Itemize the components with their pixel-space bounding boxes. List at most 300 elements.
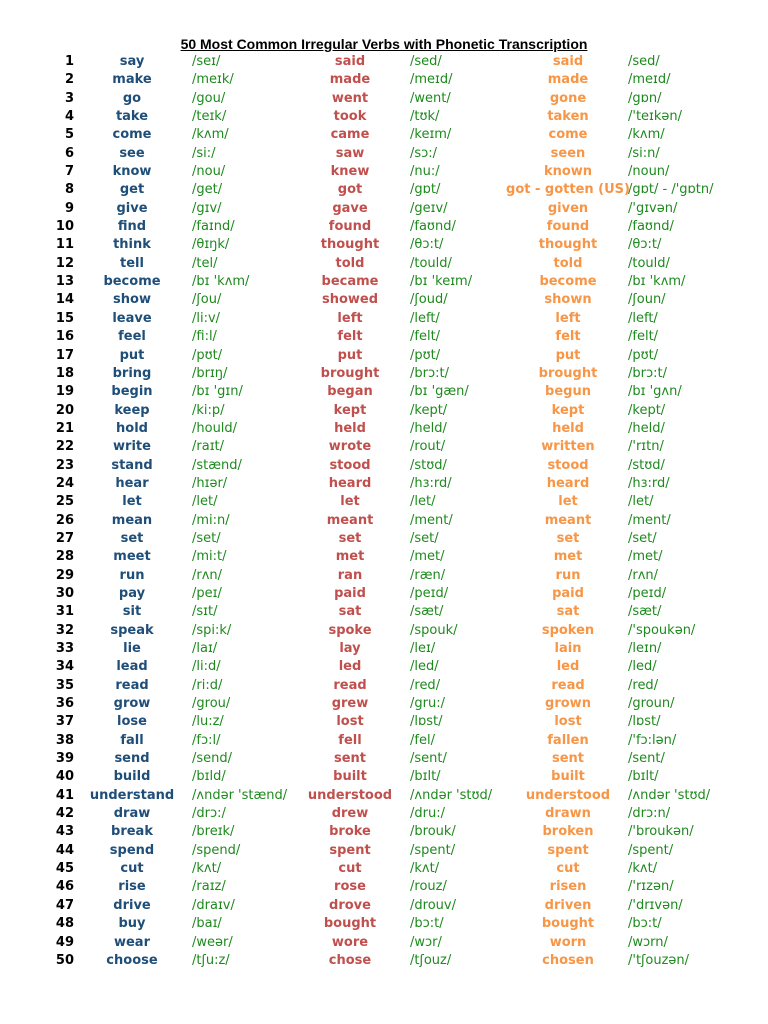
past-participle-phonetic: /rʌn/ [628, 567, 659, 583]
table-row [0, 310, 768, 328]
past-participle: seen [550, 145, 586, 161]
past-participle-phonetic: /bɪlt/ [628, 769, 659, 785]
page-title-text: 50 Most Common Irregular Verbs with Phonetic Transcription [180, 36, 588, 52]
row-number: 48 [55, 916, 74, 932]
row-number: 14 [55, 292, 74, 308]
past-simple-phonetic: /brouk/ [410, 824, 456, 840]
table-row [0, 457, 768, 475]
base-form-phonetic: /ri:d/ [192, 677, 223, 693]
table-row [0, 860, 768, 878]
past-participle-phonetic: /peɪd/ [628, 585, 667, 601]
row-number: 10 [55, 219, 74, 235]
past-participle: made [547, 72, 589, 88]
past-participle: spent [547, 842, 589, 858]
row-number: 32 [55, 622, 74, 638]
past-simple-phonetic: /sæt/ [410, 604, 444, 620]
row-number: 13 [55, 274, 74, 290]
past-participle-phonetic: /kʌm/ [628, 127, 665, 143]
base-form: take [115, 109, 149, 125]
base-form: know [112, 164, 152, 180]
past-simple-phonetic: /ʌndər 'stʊd/ [410, 787, 493, 803]
base-form: begin [111, 384, 153, 400]
row-number: 46 [55, 879, 74, 895]
row-number: 28 [55, 549, 74, 565]
table-row [0, 145, 768, 163]
table-row [0, 163, 768, 181]
past-participle: led [556, 659, 580, 675]
past-participle: brought [538, 365, 598, 381]
row-number: 38 [55, 732, 74, 748]
past-participle-phonetic: /felt/ [628, 329, 659, 345]
base-form: drive [113, 897, 151, 913]
table-row [0, 108, 768, 126]
past-simple: broke [329, 824, 371, 840]
past-participle-phonetic: /pʊt/ [628, 347, 659, 363]
past-simple-phonetic: /rout/ [410, 439, 446, 455]
past-simple: sat [338, 604, 362, 620]
base-form-phonetic: /draɪv/ [192, 897, 235, 913]
past-simple: meant [326, 512, 374, 528]
base-form: lie [123, 641, 141, 656]
base-form: let [122, 494, 142, 510]
table-row [0, 713, 768, 731]
past-simple-phonetic: /pʊt/ [410, 347, 441, 363]
row-number: 19 [55, 384, 74, 400]
row-number: 3 [64, 90, 74, 106]
base-form: think [113, 237, 151, 253]
table-row [0, 53, 768, 71]
past-participle: sat [556, 604, 580, 620]
past-simple-phonetic: /θɔ:t/ [410, 237, 444, 253]
past-simple: led [338, 659, 362, 675]
past-simple: cut [338, 861, 362, 877]
base-form: come [112, 127, 152, 143]
past-simple-phonetic: /bɪ 'keɪm/ [410, 274, 473, 290]
base-form-phonetic: /hɪər/ [192, 475, 228, 491]
base-form: draw [113, 806, 151, 822]
past-simple-phonetic: /rouz/ [410, 879, 447, 895]
table-row [0, 126, 768, 144]
base-form-phonetic: /hould/ [192, 420, 238, 436]
past-simple: spent [329, 842, 371, 858]
past-participle-phonetic: /'broukən/ [628, 824, 694, 840]
base-form-phonetic: /raɪt/ [192, 439, 224, 455]
row-number: 41 [55, 787, 74, 803]
base-form: meet [113, 549, 151, 565]
past-simple: took [333, 109, 367, 125]
base-form-phonetic: /spi:k/ [192, 622, 232, 638]
table-row [0, 291, 768, 309]
past-participle-phonetic: /kʌt/ [628, 861, 658, 877]
base-form-phonetic: /breɪk/ [192, 824, 235, 840]
past-participle-phonetic: /bɪ 'kʌm/ [628, 274, 686, 290]
past-simple-phonetic: /bɪ 'gæn/ [410, 384, 469, 400]
past-participle: bought [541, 916, 595, 932]
table-row [0, 493, 768, 511]
base-form: set [120, 530, 144, 546]
past-simple-phonetic: /ræn/ [410, 567, 446, 583]
past-participle: shown [544, 292, 592, 308]
past-simple: met [335, 549, 365, 565]
past-participle: told [553, 255, 583, 271]
past-participle-phonetic: /'teɪkən/ [628, 109, 683, 125]
past-participle: spoken [541, 622, 595, 638]
past-participle: known [543, 164, 593, 180]
table-row [0, 640, 768, 658]
base-form-phonetic: /meɪk/ [192, 72, 234, 88]
past-simple: bought [323, 916, 377, 932]
past-simple-phonetic: /faʊnd/ [410, 219, 456, 235]
base-form: build [113, 769, 151, 785]
table-row [0, 402, 768, 420]
past-participle-phonetic: /'fɔ:lən/ [628, 732, 677, 748]
past-participle: understood [525, 787, 611, 803]
past-simple: fell [338, 732, 362, 748]
past-participle: worn [549, 934, 587, 950]
table-row [0, 90, 768, 108]
table-row [0, 438, 768, 456]
base-form-phonetic: /nou/ [192, 164, 226, 180]
table-row [0, 585, 768, 603]
row-number: 22 [55, 439, 74, 455]
past-simple-phonetic: /kʌt/ [410, 861, 440, 877]
past-participle: paid [552, 585, 584, 601]
past-simple-phonetic: /brɔ:t/ [410, 365, 449, 381]
base-form-phonetic: /fi:l/ [192, 329, 217, 345]
past-simple-phonetic: /ment/ [410, 512, 453, 528]
past-simple-phonetic: /sent/ [410, 751, 447, 767]
row-number: 1 [64, 54, 74, 69]
base-form: say [119, 54, 145, 69]
past-participle: sent [551, 751, 585, 767]
past-participle-phonetic: /bɔ:t/ [628, 916, 662, 932]
past-simple-phonetic: /stʊd/ [410, 457, 447, 473]
past-simple: kept [333, 402, 367, 418]
base-form: leave [112, 310, 152, 326]
table-row [0, 787, 768, 805]
base-form-phonetic: /bɪ 'gɪn/ [192, 384, 243, 400]
past-participle: given [547, 200, 589, 216]
table-row [0, 347, 768, 365]
base-form-phonetic: /tel/ [192, 255, 218, 271]
base-form-phonetic: /brɪŋ/ [192, 365, 228, 381]
base-form: sit [122, 604, 142, 620]
past-participle: begun [545, 384, 591, 400]
past-participle-phonetic: /bɪ 'gʌn/ [628, 384, 682, 400]
page-title [0, 35, 768, 53]
base-form-phonetic: /send/ [192, 751, 233, 767]
base-form-phonetic: /raɪz/ [192, 879, 226, 895]
past-simple: wrote [328, 439, 372, 455]
table-row [0, 420, 768, 438]
base-form-phonetic: /li:v/ [192, 310, 221, 326]
base-form: run [119, 567, 145, 583]
past-participle-phonetic: /wɔrn/ [628, 934, 668, 950]
row-number: 45 [55, 861, 74, 877]
past-participle: let [558, 494, 578, 510]
past-participle: met [553, 549, 583, 565]
past-participle: set [556, 530, 580, 546]
base-form-phonetic: /lu:z/ [192, 714, 224, 730]
past-simple: spoke [328, 622, 372, 638]
past-simple: rose [334, 879, 366, 895]
base-form-phonetic: /rʌn/ [192, 567, 223, 583]
past-simple-phonetic: /tʃouz/ [410, 952, 452, 968]
base-form: spend [109, 842, 155, 858]
table-row [0, 897, 768, 915]
base-form: give [116, 200, 148, 216]
row-number: 24 [55, 475, 74, 491]
past-participle: drawn [545, 806, 591, 822]
row-number: 9 [64, 200, 74, 216]
past-simple: showed [321, 292, 379, 308]
base-form-phonetic: /kʌm/ [192, 127, 229, 143]
base-form: tell [120, 255, 144, 271]
past-simple: paid [334, 585, 366, 601]
past-participle-phonetic: /'drɪvən/ [628, 897, 683, 913]
base-form-phonetic: /laɪ/ [192, 641, 218, 656]
table-row [0, 236, 768, 254]
past-simple: built [333, 769, 367, 785]
row-number: 49 [55, 934, 74, 950]
past-participle: held [552, 420, 584, 436]
past-participle-phonetic: /θɔ:t/ [628, 237, 662, 253]
row-number: 30 [55, 585, 74, 601]
past-participle-phonetic: /'rɪtn/ [628, 439, 664, 455]
past-simple-phonetic: /bɔ:t/ [410, 916, 444, 932]
past-participle-phonetic: /led/ [628, 659, 657, 675]
past-simple: lost [336, 714, 364, 730]
past-participle-phonetic: /brɔ:t/ [628, 365, 667, 381]
base-form-phonetic: /ʌndər 'stænd/ [192, 787, 288, 803]
past-simple: said [334, 54, 366, 69]
past-participle: chosen [542, 952, 594, 968]
past-simple-phonetic: /kept/ [410, 402, 448, 418]
table-row [0, 768, 768, 786]
past-participle-phonetic: /'gɪvən/ [628, 200, 678, 216]
past-simple-phonetic: /drouv/ [410, 897, 456, 913]
past-simple: got [337, 182, 363, 198]
past-participle-phonetic: /faʊnd/ [628, 219, 674, 235]
past-simple-phonetic: /felt/ [410, 329, 441, 345]
base-form-phonetic: /θɪŋk/ [192, 237, 230, 253]
past-participle: gone [549, 90, 587, 106]
past-simple-phonetic: /tould/ [410, 255, 452, 271]
table-row [0, 750, 768, 768]
past-simple: grew [331, 696, 369, 712]
past-simple-phonetic: /sɔ:/ [410, 145, 438, 161]
past-participle: lost [554, 714, 582, 730]
past-participle-phonetic: /let/ [628, 494, 654, 510]
table-row [0, 823, 768, 841]
past-simple: began [327, 384, 373, 400]
base-form-phonetic: /si:/ [192, 145, 216, 161]
row-number: 25 [55, 494, 74, 510]
table-row [0, 548, 768, 566]
row-number: 44 [55, 842, 74, 858]
past-participle-phonetic: /sent/ [628, 751, 665, 767]
base-form-phonetic: /ʃou/ [192, 292, 222, 308]
table-row [0, 365, 768, 383]
past-participle-phonetic: /hɜ:rd/ [628, 475, 670, 491]
past-participle-phonetic: /sæt/ [628, 604, 662, 620]
past-participle: grown [545, 696, 591, 712]
base-form-phonetic: /sɪt/ [192, 604, 218, 620]
table-row [0, 622, 768, 640]
past-simple-phonetic: /met/ [410, 549, 445, 565]
past-participle-phonetic: /ʌndər 'stʊd/ [628, 787, 711, 803]
past-simple-phonetic: /spent/ [410, 842, 456, 858]
past-simple-phonetic: /fel/ [410, 732, 435, 748]
past-participle: heard [546, 475, 590, 491]
table-row [0, 530, 768, 548]
past-participle: built [551, 769, 585, 785]
base-form: read [115, 677, 149, 693]
base-form-phonetic: /get/ [192, 182, 223, 198]
past-participle: broken [542, 824, 594, 840]
past-participle-phonetic: /noun/ [628, 164, 670, 180]
base-form-phonetic: /kʌt/ [192, 861, 222, 877]
base-form-phonetic: /gɪv/ [192, 200, 222, 216]
past-simple-phonetic: /left/ [410, 310, 440, 326]
past-simple: ran [337, 567, 363, 583]
past-participle: left [555, 310, 581, 326]
row-number: 4 [64, 109, 74, 125]
past-participle-phonetic: /kept/ [628, 402, 666, 418]
base-form: go [122, 90, 142, 106]
base-form-phonetic: /pʊt/ [192, 347, 223, 363]
past-participle: thought [538, 237, 598, 253]
past-participle-phonetic: /gɒn/ [628, 90, 662, 106]
base-form: write [113, 439, 151, 455]
past-simple: felt [337, 329, 363, 345]
base-form: grow [113, 696, 151, 712]
row-number: 18 [55, 365, 74, 381]
row-number: 16 [55, 329, 74, 345]
base-form: rise [118, 879, 146, 895]
past-simple-phonetic: /led/ [410, 659, 439, 675]
base-form: feel [118, 329, 146, 345]
base-form: wear [113, 934, 150, 950]
row-number: 21 [55, 420, 74, 436]
row-number: 12 [55, 255, 74, 271]
base-form-phonetic: /weər/ [192, 934, 233, 950]
past-simple: held [334, 420, 366, 436]
table-row [0, 805, 768, 823]
past-simple-phonetic: /meɪd/ [410, 72, 453, 88]
table-row [0, 878, 768, 896]
past-simple-phonetic: /held/ [410, 420, 447, 436]
base-form: become [103, 274, 161, 290]
table-row [0, 383, 768, 401]
past-participle: fallen [547, 732, 589, 748]
table-row [0, 181, 768, 199]
base-form: get [119, 182, 145, 198]
past-simple: went [331, 90, 369, 106]
base-form-phonetic: /drɔ:/ [192, 806, 226, 822]
past-participle-phonetic: /held/ [628, 420, 665, 436]
past-participle: kept [551, 402, 585, 418]
base-form: fall [120, 732, 144, 748]
row-number: 20 [55, 402, 74, 418]
past-participle-phonetic: /set/ [628, 530, 657, 546]
table-row [0, 658, 768, 676]
past-simple: saw [335, 145, 365, 161]
past-participle: stood [547, 457, 589, 473]
past-simple: found [328, 219, 372, 235]
row-number: 36 [55, 696, 74, 712]
row-number: 26 [55, 512, 74, 528]
row-number: 42 [55, 806, 74, 822]
base-form: choose [106, 952, 158, 968]
table-row [0, 512, 768, 530]
past-participle-phonetic: /sed/ [628, 54, 660, 69]
row-number: 35 [55, 677, 74, 693]
past-simple-phonetic: /gɒt/ [410, 182, 441, 198]
past-participle: cut [556, 861, 580, 877]
past-participle: put [555, 347, 581, 363]
table-row [0, 842, 768, 860]
base-form-phonetic: /faɪnd/ [192, 219, 235, 235]
past-simple-phonetic: /ʃoud/ [410, 292, 448, 308]
past-participle-phonetic: /ʃoun/ [628, 292, 666, 308]
past-simple-phonetic: /geɪv/ [410, 200, 448, 216]
past-simple: wore [331, 934, 369, 950]
past-simple: chose [328, 952, 372, 968]
past-simple-phonetic: /bɪlt/ [410, 769, 441, 785]
base-form: mean [111, 512, 153, 528]
row-number: 50 [55, 952, 74, 968]
past-simple: read [333, 677, 367, 693]
past-simple-phonetic: /sed/ [410, 54, 442, 69]
past-simple-phonetic: /wɔr/ [410, 934, 442, 950]
row-number: 5 [64, 127, 74, 143]
base-form-phonetic: /ki:p/ [192, 402, 225, 418]
past-participle-phonetic: /'rɪzən/ [628, 879, 674, 895]
table-row [0, 255, 768, 273]
past-participle: risen [549, 879, 587, 895]
base-form-phonetic: /spend/ [192, 842, 241, 858]
base-form: find [117, 219, 147, 235]
base-form: pay [118, 585, 146, 601]
past-simple-phonetic: /went/ [410, 90, 451, 106]
row-number: 11 [55, 237, 74, 253]
past-simple-phonetic: /gru:/ [410, 696, 445, 712]
past-participle-phonetic: /met/ [628, 549, 663, 565]
past-simple-phonetic: /let/ [410, 494, 436, 510]
base-form: hold [116, 420, 148, 436]
row-number: 39 [55, 751, 74, 767]
row-number: 29 [55, 567, 74, 583]
past-participle: got - gotten (US) [506, 182, 630, 198]
past-simple: put [337, 347, 363, 363]
past-simple: made [329, 72, 371, 88]
row-number: 33 [55, 641, 74, 656]
base-form: send [114, 751, 150, 767]
past-participle: said [552, 54, 584, 69]
table-row [0, 934, 768, 952]
past-participle-phonetic: /ment/ [628, 512, 671, 528]
base-form-phonetic: /let/ [192, 494, 218, 510]
past-participle: meant [544, 512, 592, 528]
row-number: 40 [55, 769, 74, 785]
table-row [0, 952, 768, 970]
past-participle: found [546, 219, 590, 235]
past-participle-phonetic: /si:n/ [628, 145, 660, 161]
row-number: 8 [64, 182, 74, 198]
base-form-phonetic: /fɔ:l/ [192, 732, 221, 748]
base-form-phonetic: /baɪ/ [192, 916, 222, 932]
